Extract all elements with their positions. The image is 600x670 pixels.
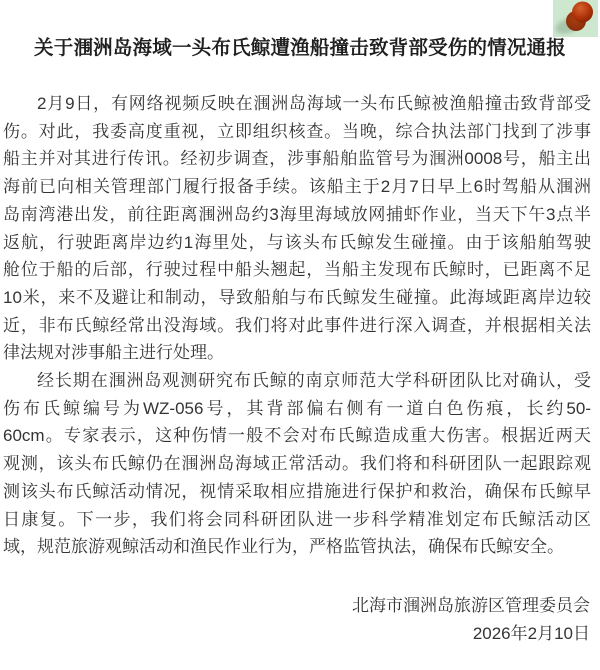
body-line: 律法规对涉事船主进行处理。	[3, 343, 224, 363]
signature-date: 2026年2月10日	[472, 623, 590, 643]
notice-body	[3, 90, 591, 561]
body-line: 岛南湾港出发，前往距离涠洲岛约3海里海域放网捕虾作业，当天下午3点半	[3, 204, 591, 224]
signature-block	[352, 592, 590, 647]
body-line: 观测，该头布氏鲸仍在涠洲岛海域正常活动。我们将和科研团队一起跟踪观	[3, 454, 591, 474]
body-line: 60cm。专家表示，这种伤情一般不会对布氏鲸造成重大伤害。根据近两天	[3, 426, 591, 446]
body-line: 舱位于船的后部，行驶过程中船头翘起，当船主发现布氏鲸时，已距离不足	[3, 260, 591, 280]
body-line: 近，非布氏鲸经常出没海域。我们将对此事件进行深入调查，并根据相关法	[3, 315, 591, 335]
pushpin-head	[572, 2, 593, 23]
body-line: 伤。对此，我委高度重视，立即组织核查。当晚，综合执法部门找到了涉事	[3, 121, 591, 141]
body-line: 返航，行驶距离岸边约1海里处，与该头布氏鲸发生碰撞。由于该船舶驾驶	[3, 232, 591, 252]
body-line: 10米，来不及避让和制动，导致船舶与布氏鲸发生碰撞。此海域距离岸边较	[3, 287, 591, 307]
body-line: 测该头布氏鲸活动情况，视情采取相应措施进行保护和救治，确保布氏鲸早	[3, 481, 591, 501]
signature-organization: 北海市涠洲岛旅游区管理委员会	[352, 596, 590, 615]
body-line: 经长期在涠洲岛观测研究布氏鲸的南京师范大学科研团队比对确认，受	[37, 371, 591, 391]
body-line: 伤布氏鲸编号为WZ-056号，其背部偏右侧有一道白色伤痕，长约50-	[3, 398, 591, 418]
paragraph-2	[3, 367, 591, 561]
body-line: 2月9日，有网络视频反映在涠洲岛海域一头布氏鲸被渔船撞击致背部受	[37, 94, 591, 113]
notice-title: 关于涠洲岛海域一头布氏鲸遭渔船撞击致背部受伤的情况通报	[34, 37, 566, 59]
pushpin-icon	[553, 0, 598, 37]
body-line: 日康复。下一步，我们将会同科研团队进一步科学精准划定布氏鲸活动区	[3, 509, 591, 529]
body-line: 海前已向相关管理部门履行报备手续。该船主于2月7日早上6时驾船从涠洲	[3, 177, 591, 197]
body-line: 船主并对其进行传讯。经初步调查，涉事船舶监管号为涠洲0008号，船主出	[3, 149, 591, 169]
paragraph-1	[3, 90, 591, 367]
pushpin-image	[553, 0, 598, 37]
body-line: 域，规范旅游观鲸活动和渔民作业行为，严格监管执法，确保布氏鲸安全。	[3, 537, 564, 557]
